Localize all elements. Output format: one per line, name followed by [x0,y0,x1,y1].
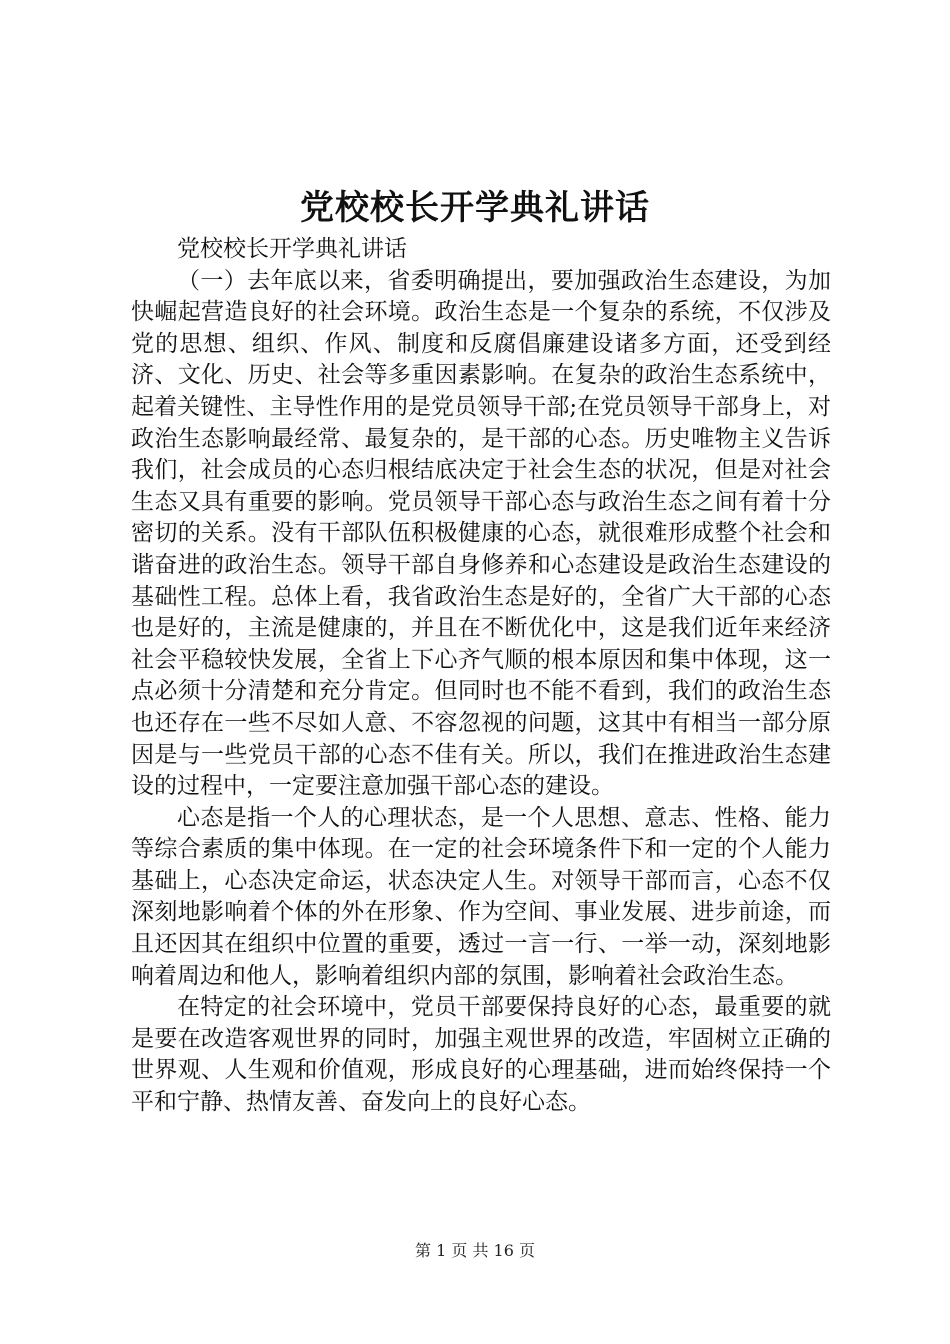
paragraph-subtitle: 党校校长开学典礼讲话 [177,236,407,262]
page-footer: 第 1 页 共 16 页 [415,1241,535,1260]
document-body [131,234,831,1119]
paragraph-2: 心态是指一个人的心理状态，是一个人思想、意志、性格、能力等综合素质的集中体现。在一定的社会环境条件下和一定的个人能力基础上，心态决定命运，状态决定人生。对领导干部而言，心态不仅深刻地影响着个体的外在形象、作为空间、事业发展、进步前途，而且还因其在组织中位置的重要，透过一言一行、一举一动，深刻地影响着周边和他人，影响着组织内部的氛围，影响着社会政治生态。 [131,804,831,989]
paragraph-1: （一）去年底以来，省委明确提出，要加强政治生态建设，为加快崛起营造良好的社会环境。政治生态是一个复杂的系统，不仅涉及党的思想、组织、作风、制度和反腐倡廉建设诸多方面，还受到经济、文化、历史、社会等多重因素影响。在复杂的政治生态系统中，起着关键性、主导性作用的是党员领导干部;在党员领导干部身上，对政治生态影响最经常、最复杂的，是干部的心态。历史唯物主义告诉我们，社会成员的心态归根结底决定于社会生态的状况，但是对社会生态又具有重要的影响。党员领导干部心态与政治生态之间有着十分密切的关系。没有干部队伍积极健康的心态，就很难形成整个社会和谐奋进的政治生态。领导干部自身修养和心态建设是政治生态建设的基础性工程。总体上看，我省政治生态是好的，全省广大干部的心态也是好的，主流是健康的，并且在不断优化中，这是我们近年来经济社会平稳较快发展，全省上下心齐气顺的根本原因和集中体现，这一点必须十分清楚和充分肯定。但同时也不能不看到，我们的政治生态也还存在一些不尽如人意、不容忽视的问题，这其中有相当一部分原因是与一些党员干部的心态不佳有关。所以，我们在推进政治生态建设的过程中，一定要注意加强干部心态的建设。 [131,267,831,800]
document-title: 党校校长开学典礼讲话 [300,188,650,228]
paragraph-3: 在特定的社会环境中，党员干部要保持良好的心态，最重要的就是要在改造客观世界的同时，加强主观世界的改造，牢固树立正确的世界观、人生观和价值观，形成良好的心理基础，进而始终保持一个平和宁静、热情友善、奋发向上的良好心态。 [131,994,831,1116]
